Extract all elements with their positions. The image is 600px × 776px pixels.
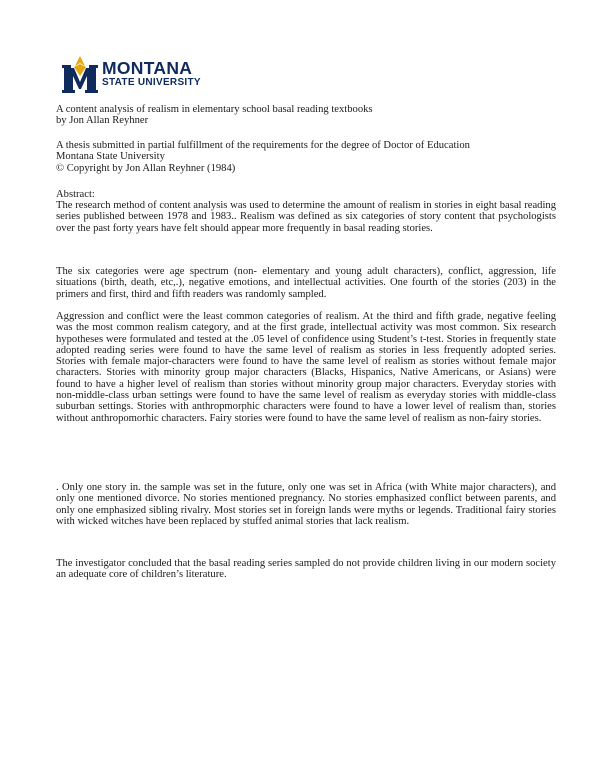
- abstract-paragraph-1: The research method of content analysis was used to determine the amount of realism in stories in eight basal reading series published between 1978 and 1983.. Realism was defined as six categories of story content that psychologists over the past forty years have felt should appear more frequently in basal reading stories.: [56, 200, 556, 234]
- abstract-paragraph-4: . Only one story in. the sample was set in the future, only one was set in Africa (with White major characters), and only one mentioned divorce. No stories mentioned pregnancy. No stories emphasized conflict between parents, and only one emphasized sibling rivalry. Most stories set in foreign lands were myths or legends. Traditional fairy stories with wicked witches have been replaced by stuffed animal stories that lack realism.: [56, 482, 556, 527]
- thesis-statement: A thesis submitted in partial fulfillment of the requirements for the degree of Doctor of Education: [56, 140, 470, 151]
- abstract-paragraph-2: The six categories were age spectrum (non- elementary and young adult characters), conflict, aggression, life situations (birth, death, etc,.), negative emotions, and intellectual activities. One fourth of the stories (203) in the primers and first, third and fifth readers was randomly sampled.: [56, 266, 556, 300]
- logo-text-state-university: STATE UNIVERSITY: [102, 77, 201, 88]
- institution: Montana State University: [56, 151, 165, 163]
- title-block: [56, 104, 556, 127]
- abstract-label: Abstract:: [56, 189, 95, 200]
- montana-state-university-logo: [62, 56, 222, 98]
- copyright: © Copyright by Jon Allan Reyhner (1984): [56, 162, 236, 174]
- abstract-paragraph-3: Aggression and conflict were the least common categories of realism. At the third and fifth grade, negative feeling was the most common realism category, and at the first grade, intellectual activity was most common. Six research hypotheses were formulated and tested at the .05 level of confidence using Student’s t-test. Stories in frequently state adopted reading series were found to have the same level of realism as stories in less frequently adopted series. Stories with female major-characters were found to have the same level of realism as stories without female major characters. Stories with minority group major characters (Blacks, Hispanics, Native Americans, or Asians) were found to have a higher level of realism than stories without minority group major characters. Everyday stories with non-middle-class urban settings were found to have the same level of realism as everyday stories with middle-class suburban settings. Stories with anthropmorphic characters were found to have a lower level of realism than, stories without anthropomorhic characters. Fairy stories were found to have the same level of realism as non-fairy stories.: [56, 311, 556, 424]
- document-title: A content analysis of realism in elementary school basal reading textbooks: [56, 104, 373, 115]
- thesis-block: [56, 140, 556, 174]
- abstract-paragraph-5: The investigator concluded that the basal reading series sampled do not provide children living in our modern society an adequate core of children’s literature.: [56, 558, 556, 581]
- university-m-logo-icon: [62, 56, 98, 96]
- document-author: by Jon Allan Reyhner: [56, 115, 149, 127]
- logo-text-montana: MONTANA: [102, 58, 193, 78]
